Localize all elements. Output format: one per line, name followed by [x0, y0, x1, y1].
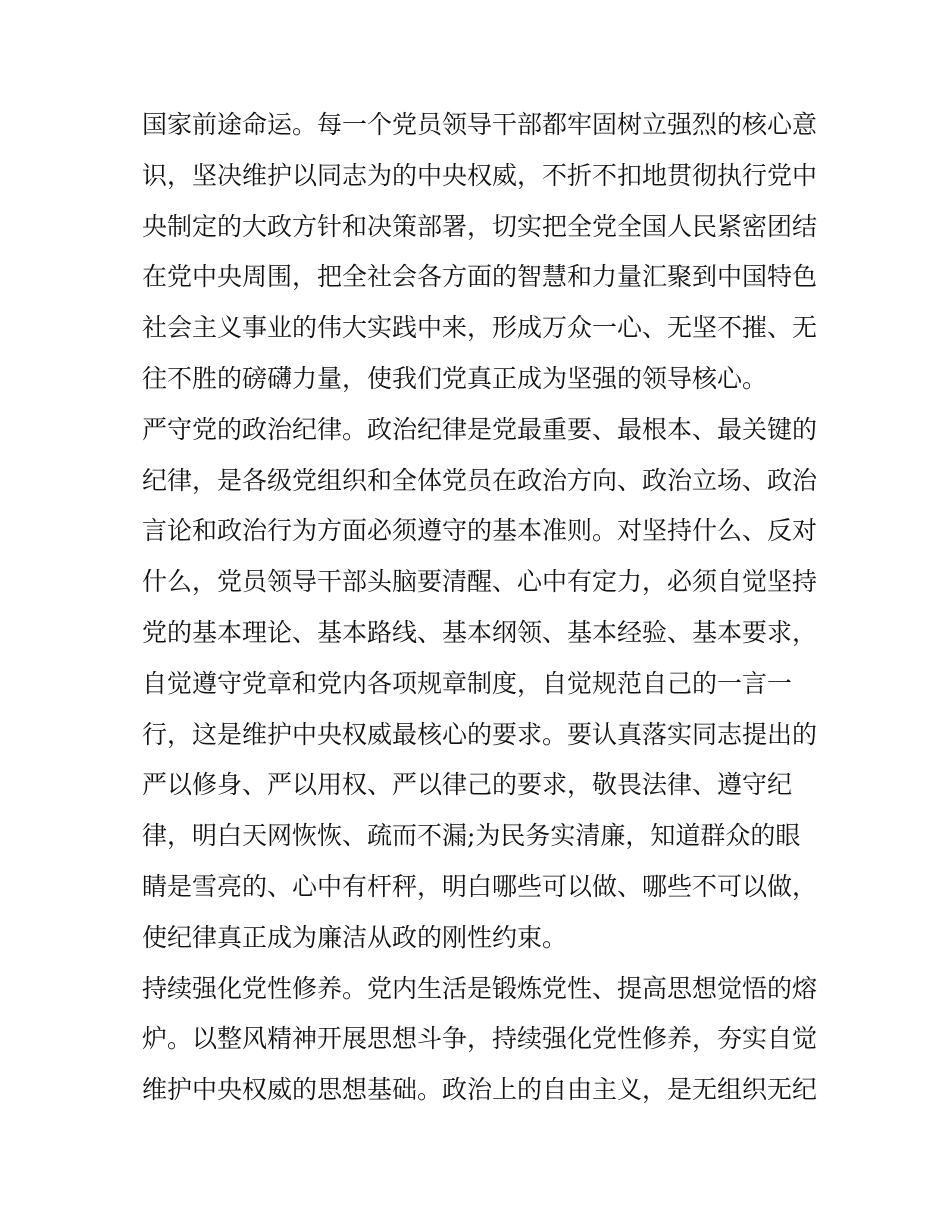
text-line: 睛是雪亮的、心中有杆秤，明白哪些可以做、哪些不可以做， — [142, 871, 818, 901]
text-line: 严守党的政治纪律。政治纪律是党最重要、最根本、最关键的 — [142, 414, 818, 444]
text-line: 维护中央权威的思想基础。政治上的自由主义，是无组织无纪 — [142, 1075, 818, 1105]
text-line: 党的基本理论、基本路线、基本纲领、基本经验、基本要求， — [142, 617, 818, 647]
text-line: 往不胜的磅礴力量，使我们党真正成为坚强的领导核心。 — [142, 363, 768, 393]
text-line: 使纪律真正成为廉洁从政的刚性约束。 — [142, 922, 568, 952]
text-line: 严以修身、严以用权、严以律己的要求，敬畏法律、遵守纪 — [142, 770, 793, 800]
text-line: 纪律，是各级党组织和全体党员在政治方向、政治立场、政治 — [142, 465, 818, 495]
text-line: 言论和政治行为方面必须遵守的基本准则。对坚持什么、反对 — [142, 516, 818, 546]
text-line: 行，这是维护中央权威最核心的要求。要认真落实同志提出的 — [142, 719, 818, 749]
text-line: 律，明白天网恢恢、疏而不漏;为民务实清廉，知道群众的眼 — [142, 821, 801, 851]
text-line: 在党中央周围，把全社会各方面的智慧和力量汇聚到中国特色 — [142, 262, 818, 292]
document-body — [142, 100, 822, 1116]
text-line: 国家前途命运。每一个党员领导干部都牢固树立强烈的核心意 — [142, 110, 818, 139]
text-line: 社会主义事业的伟大实践中来，形成万众一心、无坚不摧、无 — [142, 313, 818, 343]
text-line: 炉。以整风精神开展思想斗争，持续强化党性修养，夯实自觉 — [142, 1024, 818, 1054]
text-line: 什么，党员领导干部头脑要清醒、心中有定力，必须自觉坚持 — [142, 567, 818, 597]
text-line: 央制定的大政方针和决策部署，切实把全党全国人民紧密团结 — [142, 211, 818, 241]
text-line: 持续强化党性修养。党内生活是锻炼党性、提高思想觉悟的熔 — [142, 973, 818, 1003]
text-line: 自觉遵守党章和党内各项规章制度，自觉规范自己的一言一 — [142, 668, 793, 698]
text-line: 识，坚决维护以同志为的中央权威，不折不扣地贯彻执行党中 — [142, 160, 818, 190]
